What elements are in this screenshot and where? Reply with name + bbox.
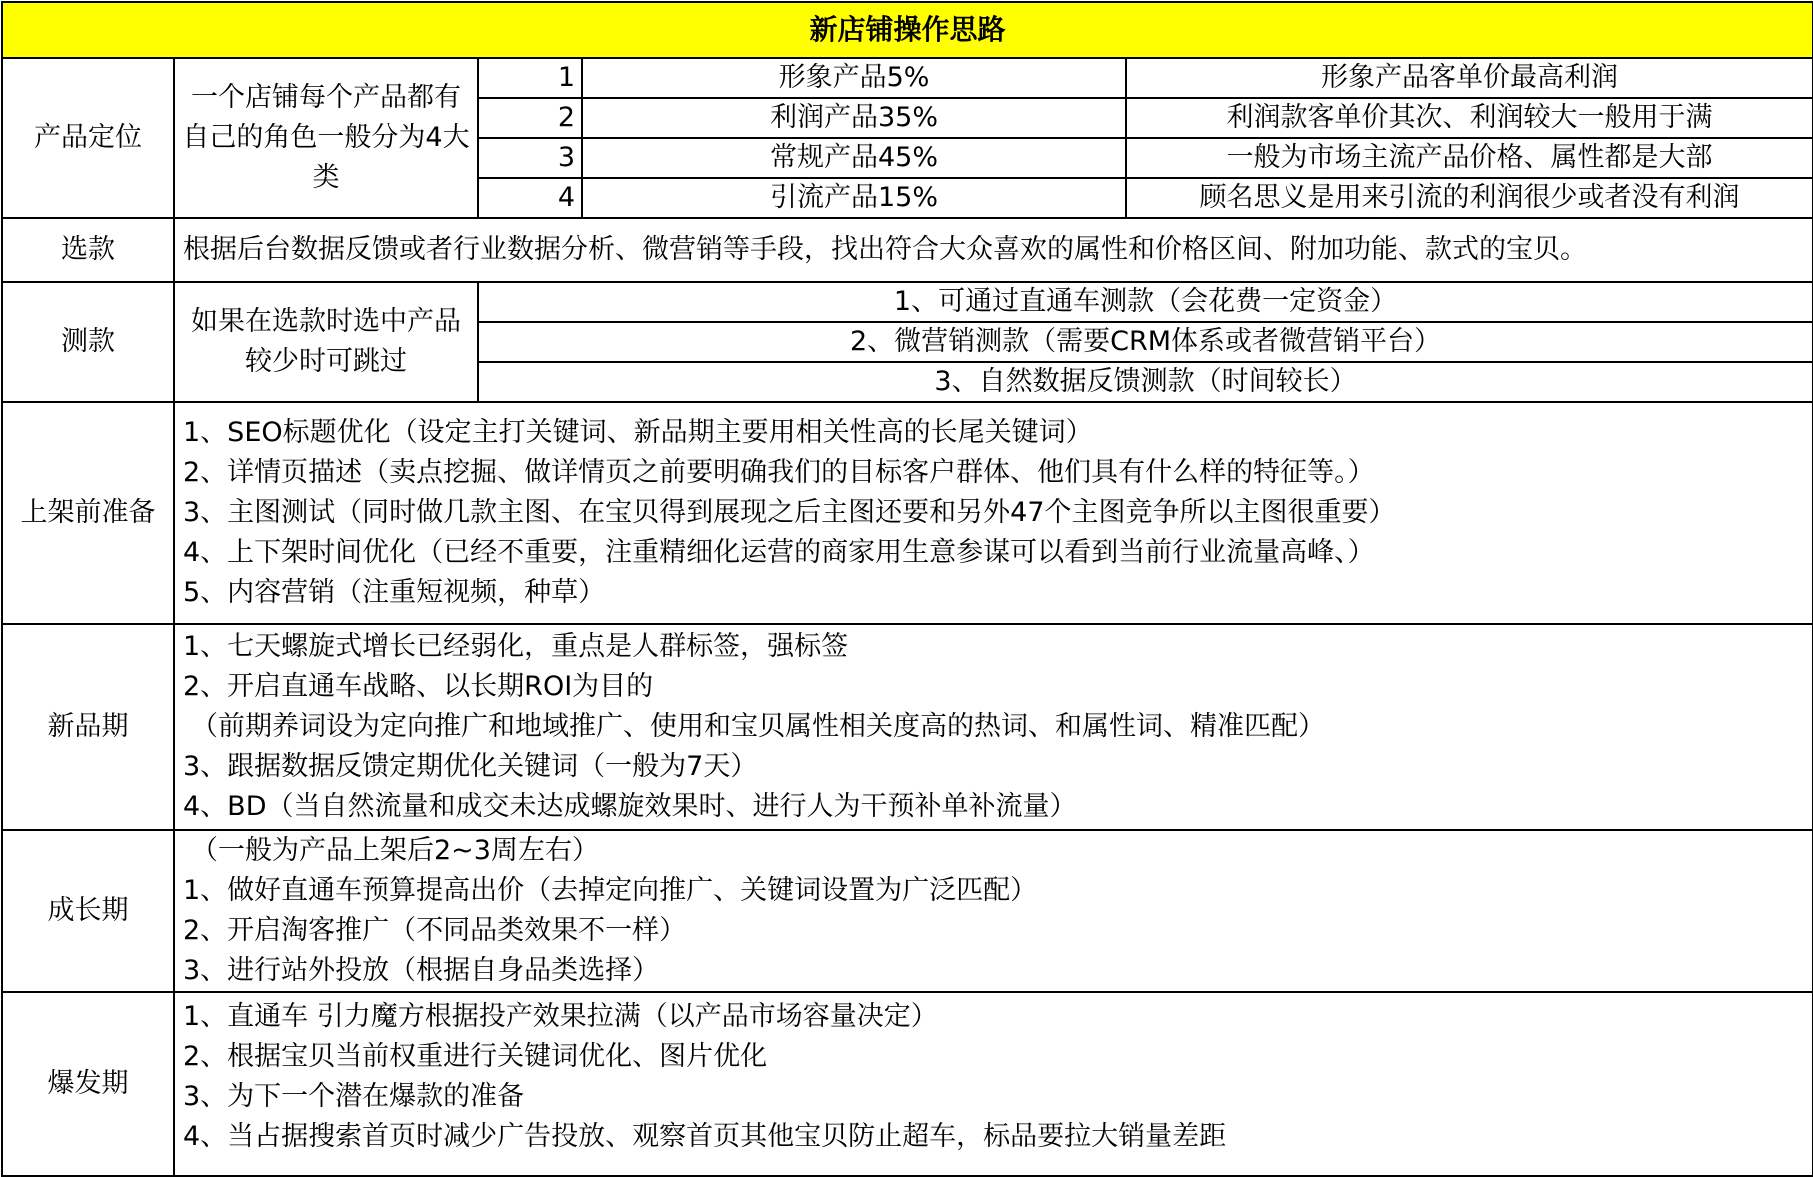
explosion-line: 2、根据宝贝当前权重进行关键词优化、图片优化 — [183, 1041, 768, 1072]
pre-launch-line: 2、详情页描述（卖点挖掘、做详情页之前要明确我们的目标客户群体、他们具有什么样的特征等。） — [183, 457, 1375, 488]
new-product-line: （前期养词设为定向推广和地域推广、使用和宝贝属性相关度高的热词、和属性词、精准匹配） — [191, 711, 1325, 742]
section-label-selection[interactable]: 选款 — [2, 218, 174, 282]
positioning-num[interactable]: 1 — [478, 58, 582, 98]
positioning-num[interactable]: 3 — [478, 138, 582, 178]
positioning-note[interactable]: 一般为市场主流产品价格、属性都是大部 — [1126, 138, 1813, 178]
explosion-line: 3、为下一个潜在爆款的准备 — [183, 1081, 525, 1112]
new-product-line: 1、七天螺旋式增长已经弱化，重点是人群标签，强标签 — [183, 631, 849, 662]
positioning-category[interactable]: 利润产品35% — [582, 98, 1126, 138]
pre-launch-line: 5、内容营销（注重短视频，种草） — [183, 577, 606, 608]
pre-launch-line: 3、主图测试（同时做几款主图、在宝贝得到展现之后主图还要和另外47个主图竞争所以主图很重要） — [183, 497, 1396, 528]
section-label-product-positioning[interactable]: 产品定位 — [2, 58, 174, 218]
operations-table — [1, 1, 1813, 1177]
positioning-note[interactable]: 顾名思义是用来引流的利润很少或者没有利润 — [1126, 178, 1813, 218]
positioning-category[interactable]: 常规产品45% — [582, 138, 1126, 178]
positioning-category[interactable]: 引流产品15% — [582, 178, 1126, 218]
explosion-line: 4、当占据搜索首页时减少广告投放、观察首页其他宝贝防止超车，标品要拉大销量差距 — [183, 1121, 1227, 1152]
section-label-testing[interactable]: 测款 — [2, 282, 174, 402]
testing-description[interactable]: 如果在选款时选中产品较少时可跳过 — [174, 282, 478, 402]
explosion-line: 1、直通车 引力魔方根据投产效果拉满（以产品市场容量决定） — [183, 1001, 938, 1032]
new-product-content[interactable] — [174, 624, 1813, 830]
growth-content[interactable] — [174, 830, 1813, 992]
product-positioning-description[interactable]: 一个店铺每个产品都有自己的角色一般分为4大类 — [174, 58, 478, 218]
growth-line: 1、做好直通车预算提高出价（去掉定向推广、关键词设置为广泛匹配） — [183, 875, 1038, 906]
section-label-new-product[interactable]: 新品期 — [2, 624, 174, 830]
testing-method[interactable]: 1、可通过直通车测款（会花费一定资金） — [478, 282, 1813, 322]
sheet-title[interactable]: 新店铺操作思路 — [2, 2, 1813, 58]
growth-line: 2、开启淘客推广（不同品类效果不一样） — [183, 915, 687, 946]
growth-line: （一般为产品上架后2~3周左右） — [191, 835, 599, 866]
explosion-content[interactable] — [174, 992, 1813, 1176]
section-label-pre-launch[interactable]: 上架前准备 — [2, 402, 174, 624]
positioning-note[interactable]: 形象产品客单价最高利润 — [1126, 58, 1813, 98]
positioning-note[interactable]: 利润款客单价其次、利润较大一般用于满 — [1126, 98, 1813, 138]
positioning-category[interactable]: 形象产品5% — [582, 58, 1126, 98]
growth-line: 3、进行站外投放（根据自身品类选择） — [183, 955, 660, 986]
pre-launch-line: 1、SEO标题优化（设定主打关键词、新品期主要用相关性高的长尾关键词） — [183, 417, 1093, 448]
pre-launch-line: 4、上下架时间优化（已经不重要，注重精细化运营的商家用生意参谋可以看到当前行业流量高峰、） — [183, 537, 1375, 568]
section-label-explosion[interactable]: 爆发期 — [2, 992, 174, 1176]
pre-launch-content[interactable] — [174, 402, 1813, 624]
section-label-growth[interactable]: 成长期 — [2, 830, 174, 992]
new-product-line: 4、BD（当自然流量和成交未达成螺旋效果时、进行人为干预补单补流量） — [183, 791, 1077, 822]
testing-method[interactable]: 3、自然数据反馈测款（时间较长） — [478, 362, 1813, 402]
new-product-line: 3、跟据数据反馈定期优化关键词（一般为7天） — [183, 751, 758, 782]
positioning-num[interactable]: 2 — [478, 98, 582, 138]
new-product-line: 2、开启直通车战略、以长期ROI为目的 — [183, 671, 654, 702]
selection-text[interactable]: 根据后台数据反馈或者行业数据分析、微营销等手段，找出符合大众喜欢的属性和价格区间、附加功能、款式的宝贝。 — [174, 218, 1813, 282]
testing-method[interactable]: 2、微营销测款（需要CRM体系或者微营销平台） — [478, 322, 1813, 362]
positioning-num[interactable]: 4 — [478, 178, 582, 218]
